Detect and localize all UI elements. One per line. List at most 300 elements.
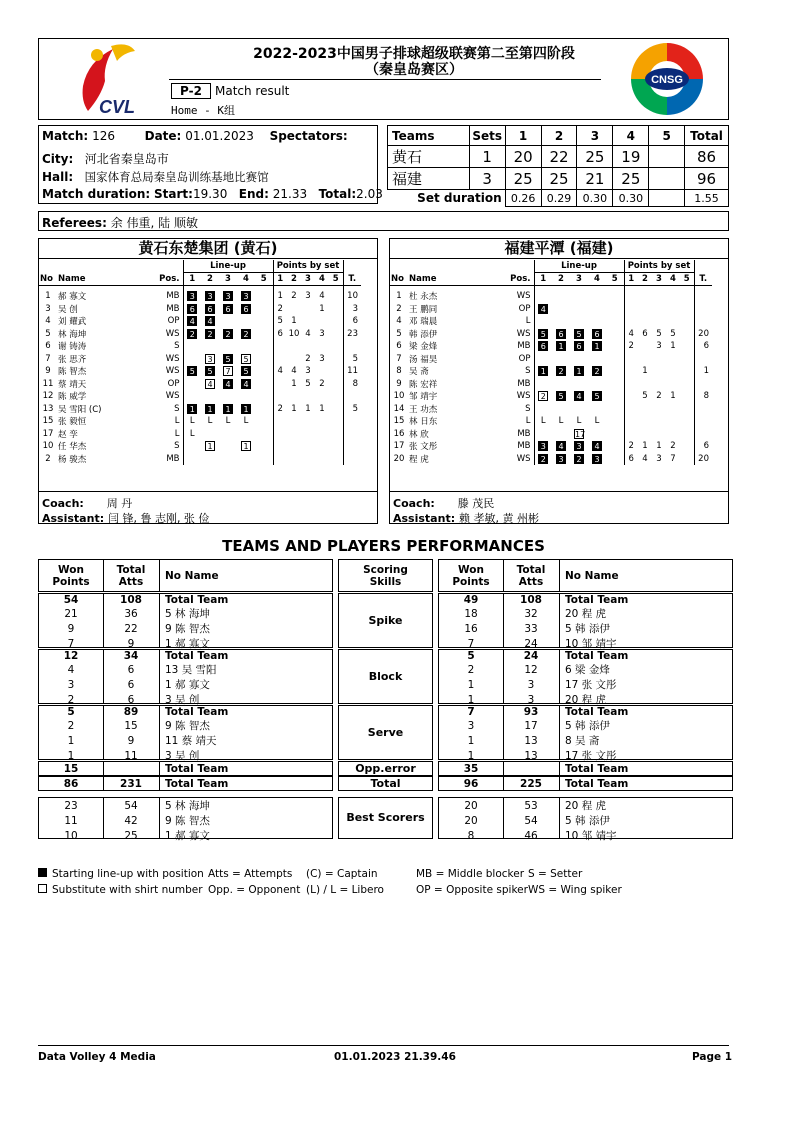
match-number: 126 [92, 129, 115, 143]
lineup-cell [606, 390, 624, 403]
points-cell: 3 [656, 453, 662, 464]
starting-position: 1 [574, 366, 584, 376]
points-cell: 1 [273, 290, 287, 303]
lineup-cell [255, 315, 273, 328]
col-points-set: 5 [332, 273, 339, 284]
lineup-cell [255, 340, 273, 353]
player-label: 17 张 文彤 [565, 750, 617, 762]
starting-position: 6 [223, 304, 233, 314]
won-points: 35 [463, 762, 479, 775]
player-number: 9 [45, 366, 51, 377]
col-name: Name [58, 273, 86, 284]
points-cell: 1 [291, 403, 297, 414]
won-points: 21 [64, 607, 78, 620]
lineup-cell [534, 340, 552, 353]
lineup-cell [534, 365, 552, 378]
lineup-cell [237, 415, 255, 428]
lineup-cell [183, 365, 201, 378]
won-points: 9 [67, 622, 75, 635]
points-cell [652, 290, 666, 303]
points-cell [680, 440, 694, 453]
legend-col-5: S = Setter WS = Wing spiker [528, 868, 622, 896]
won-points: 7 [467, 637, 475, 650]
player-label: 6 梁 金烽 [565, 664, 610, 676]
performance-row [39, 606, 332, 621]
player-position: OP [167, 378, 180, 389]
svg-text:CVL: CVL [99, 97, 135, 117]
starting-position: 1 [556, 341, 566, 351]
points-cell: 3 [305, 366, 311, 377]
points-cell [329, 378, 343, 391]
lineup-cell [588, 340, 606, 353]
points-cell [301, 315, 315, 328]
starting-position: 5 [574, 329, 584, 339]
lineup-cell [237, 315, 255, 328]
col-lineup-set: 5 [611, 273, 618, 284]
points-cell: 3 [319, 328, 325, 339]
points-cell [329, 428, 343, 441]
player-name: 林 日东 [409, 417, 438, 428]
lineup-cell [570, 353, 588, 366]
player-row [390, 303, 712, 316]
lineup-cell [534, 440, 552, 453]
points-cell [329, 403, 343, 416]
sets-header-cell: 3 [577, 126, 613, 146]
performance-row [439, 828, 732, 843]
lineup-cell [201, 328, 219, 341]
lineup-cell [201, 290, 219, 303]
player-position: WS [165, 328, 180, 339]
points-cell [680, 303, 694, 316]
won-points: 2 [467, 663, 475, 676]
lineup-cell [183, 440, 201, 453]
sets-cell: 3 [469, 168, 505, 190]
title-line-1: 2022-2023中国男子排球超级联赛第二至第四阶段 [253, 46, 575, 62]
starting-position: 5 [187, 366, 197, 376]
libero-mark: L [558, 416, 564, 427]
points-cell [287, 390, 301, 403]
performance-row [39, 718, 332, 733]
player-number: 16 [393, 428, 405, 439]
player-row [39, 290, 361, 303]
player-label: 9 陈 智杰 [165, 720, 210, 732]
player-total [694, 303, 712, 316]
points-cell [666, 428, 680, 441]
starting-position: 3 [187, 291, 197, 301]
starting-position: 6 [556, 329, 566, 339]
total-attempts: 54 [524, 814, 538, 827]
lineup-cell [255, 328, 273, 341]
col-lineup-set: 2 [207, 273, 213, 284]
col-points-set: 2 [291, 273, 297, 284]
points-cell: 3 [319, 353, 325, 364]
hall-value: 国家体育总局秦皇岛训练基地比赛馆 [84, 170, 269, 184]
player-number: 3 [45, 303, 51, 314]
starting-position: 6 [574, 341, 584, 351]
starting-position: 5 [538, 329, 548, 339]
lineup-cell [255, 403, 273, 416]
lineup-cell [237, 353, 255, 366]
points-cell [301, 390, 315, 403]
points-cell [329, 415, 343, 428]
hall-row: Hall: 国家体育总局秦皇岛训练基地比赛馆 [42, 170, 269, 184]
total-attempts: 108 [120, 594, 142, 606]
starting-position: 4 [205, 316, 215, 326]
player-total [694, 428, 712, 441]
total-attempts: 36 [124, 607, 138, 620]
lineup-cell [183, 403, 201, 416]
team-a-name: 黄石东楚集团 (黄石) [39, 239, 377, 259]
won-points: 49 [463, 594, 479, 606]
points-cell: 4 [624, 328, 638, 341]
lineup-cell [219, 390, 237, 403]
lineup-cell [588, 390, 606, 403]
player-name: 郝 寡文 [58, 292, 87, 303]
lineup-cell [570, 453, 588, 466]
legend-col-4: MB = Middle blocker OP = Opposite spiker [416, 868, 528, 896]
lineup-cell [552, 415, 570, 428]
total-attempts: 25 [124, 829, 138, 842]
player-name: 韩 添伊 [409, 329, 438, 340]
player-row [390, 440, 712, 453]
referees-box: Referees: 余 伟重, 陆 顺敏 [38, 211, 729, 231]
points-cell [680, 403, 694, 416]
libero-mark: L [189, 416, 195, 427]
player-label: 5 韩 添伊 [565, 815, 610, 827]
player-total: 6 [694, 340, 712, 353]
libero-mark: L [207, 416, 213, 427]
player-name: 汤 福昊 [409, 354, 438, 365]
performance-row [39, 733, 332, 748]
starting-position: 3 [574, 441, 584, 451]
sets-header-cell: 1 [505, 126, 541, 146]
lineup-cell [606, 440, 624, 453]
lineup-cell [219, 365, 237, 378]
starting-position: 1 [205, 404, 215, 414]
col-name: Name [409, 273, 437, 284]
sets-cell: 福建 [388, 168, 470, 190]
player-label: Total Team [565, 650, 629, 662]
total-attempts: 3 [527, 693, 535, 706]
header-no-name: No Name [565, 569, 619, 582]
starting-position: 2 [187, 329, 197, 339]
player-label: 5 韩 添伊 [565, 623, 610, 635]
player-label: Total Team [165, 650, 229, 662]
lineup-cell [552, 365, 570, 378]
points-cell [652, 378, 666, 391]
lineup-cell [201, 365, 219, 378]
lineup-cell [219, 328, 237, 341]
lineup-cell [183, 315, 201, 328]
points-cell [638, 403, 652, 416]
won-points: 10 [64, 829, 78, 842]
player-row [39, 428, 361, 441]
player-label: 5 林 海坤 [165, 800, 210, 812]
lineup-cell [570, 390, 588, 403]
lineup-cell [237, 428, 255, 441]
won-points: 3 [67, 678, 75, 691]
points-cell [666, 415, 680, 428]
col-points-set: 3 [305, 273, 311, 284]
points-cell: 2 [291, 291, 297, 302]
header-won-points: Won Points [452, 563, 490, 588]
sets-header-cell: 2 [541, 126, 577, 146]
city-value: 河北省秦皇岛市 [84, 152, 169, 166]
lineup-cell [552, 428, 570, 441]
col-lineup-set: 1 [534, 273, 552, 286]
legend-col-2: Atts = Attempts Opp. = Opponent [208, 868, 301, 896]
starting-position: 1 [241, 404, 251, 414]
col-total: T. [694, 273, 712, 286]
set-duration-label: Set duration [417, 191, 502, 206]
player-position: OP [518, 303, 531, 314]
lineup-cell [255, 390, 273, 403]
player-label: Total Team [165, 762, 229, 775]
player-name: 陈 威学 [58, 392, 87, 403]
player-total: 8 [343, 378, 361, 391]
performance-row [439, 813, 732, 828]
player-number: 14 [393, 403, 405, 414]
total-attempts: 6 [127, 693, 135, 706]
filled-square-icon [38, 868, 47, 877]
player-total [343, 440, 361, 453]
player-row [39, 315, 361, 328]
player-label: Total Team [565, 594, 629, 606]
won-points: 2 [67, 719, 75, 732]
player-total [694, 403, 712, 416]
team-a-skill-block [38, 649, 333, 704]
lineup-cell [255, 440, 273, 453]
player-position: MB [166, 291, 180, 302]
player-row [390, 290, 712, 303]
lineup-cell [570, 428, 588, 441]
player-label: 9 陈 智杰 [165, 815, 210, 827]
lineup-cell [183, 428, 201, 441]
col-points-set: 2 [642, 273, 648, 284]
points-cell [652, 353, 666, 366]
points-cell [329, 303, 343, 316]
starting-position: 5 [223, 354, 233, 364]
points-cell [329, 390, 343, 403]
total-attempts: 24 [524, 637, 538, 650]
performance-row [439, 733, 732, 748]
lineup-cell [183, 303, 201, 316]
skill-block [338, 649, 433, 704]
player-position: S [174, 341, 180, 352]
player-label: 9 陈 智杰 [165, 623, 210, 635]
player-total: 5 [343, 353, 361, 366]
team-b-perf-header [438, 559, 733, 592]
player-number: 12 [42, 391, 54, 402]
performance-row [439, 606, 732, 621]
performance-row [39, 777, 332, 790]
points-cell: 2 [273, 303, 287, 316]
lineup-cell [606, 378, 624, 391]
total-attempts: 24 [523, 650, 539, 662]
starting-position: 2 [205, 329, 215, 339]
lineup-cell [606, 428, 624, 441]
points-cell: 4 [642, 453, 648, 464]
points-cell [652, 365, 666, 378]
player-label: Total Team [565, 762, 629, 775]
player-total [343, 415, 361, 428]
player-row [39, 390, 361, 403]
lineup-cell [201, 453, 219, 466]
sets-cell: 25 [505, 168, 541, 190]
player-position: L [174, 416, 180, 427]
performance-row [439, 718, 732, 733]
starting-position: 5 [205, 366, 215, 376]
team-a-assistant: Assistant: 闫 锋, 鲁 志刚, 张 俭 [42, 512, 210, 525]
team-b-summary-row [438, 776, 733, 791]
lineup-cell [570, 378, 588, 391]
points-cell [287, 440, 301, 453]
summary-skill [338, 776, 433, 791]
lineup-cell [570, 440, 588, 453]
lineup-cell [552, 303, 570, 316]
points-cell: 1 [642, 366, 648, 377]
col-lineup-set: 5 [260, 273, 267, 284]
lineup-cell [552, 340, 570, 353]
lineup-cell [219, 440, 237, 453]
points-cell [315, 390, 329, 403]
points-cell [301, 303, 315, 316]
lineup-cell [606, 340, 624, 353]
player-row [390, 378, 712, 391]
points-cell [624, 315, 638, 328]
player-total [694, 353, 712, 366]
player-label: 3 吴 创 [165, 694, 200, 706]
starting-position: 6 [592, 329, 602, 339]
header-total-atts: Total Atts [116, 563, 146, 588]
points-cell: 2 [624, 440, 638, 453]
points-cell: 4 [291, 366, 297, 377]
lineup-cell [588, 303, 606, 316]
player-total [694, 315, 712, 328]
won-points: 11 [64, 814, 78, 827]
sets-cell: 25 [613, 168, 649, 190]
skill-block [338, 593, 433, 648]
player-total [694, 290, 712, 303]
points-cell: 4 [305, 328, 311, 339]
col-lineup-set: 3 [225, 273, 231, 284]
lineup-cell [552, 378, 570, 391]
lineup-cell [570, 303, 588, 316]
won-points: 16 [464, 622, 478, 635]
col-total: T. [343, 273, 361, 286]
lineup-header: Line-up [534, 260, 624, 273]
points-cell [273, 353, 287, 366]
player-position: WS [516, 291, 531, 302]
lineup-cell [183, 353, 201, 366]
player-position: WS [165, 366, 180, 377]
won-points: 3 [467, 719, 475, 732]
total-attempts: 46 [524, 829, 538, 842]
total-attempts: 17 [524, 719, 538, 732]
lineup-cell [534, 378, 552, 391]
player-position: S [174, 441, 180, 452]
points-cell [273, 428, 287, 441]
performance-row [439, 762, 732, 775]
player-label: 3 吴 创 [165, 750, 200, 762]
lineup-cell [534, 303, 552, 316]
sets-header-cell: 4 [613, 126, 649, 146]
player-label: 11 蔡 靖天 [165, 735, 217, 747]
libero-mark: L [540, 416, 546, 427]
points-cell [301, 340, 315, 353]
player-number: 7 [396, 353, 402, 364]
player-position: MB [166, 453, 180, 464]
starting-position: 2 [592, 366, 602, 376]
referees-names: 余 伟重, 陆 顺敏 [110, 216, 198, 230]
lineup-cell [201, 390, 219, 403]
points-cell [273, 390, 287, 403]
footer-center: 01.01.2023 21.39.46 [334, 1051, 456, 1063]
cvl-logo [73, 41, 143, 119]
player-total [343, 453, 361, 466]
player-label: Total Team [565, 706, 629, 718]
points-cell [624, 353, 638, 366]
points-cell [652, 315, 666, 328]
lineup-cell [588, 328, 606, 341]
points-cell: 2 [670, 441, 676, 452]
points-cell: 10 [288, 328, 300, 339]
points-cell [315, 340, 329, 353]
performance-row [39, 762, 332, 775]
player-label: 10 邹 靖宇 [565, 830, 617, 842]
lineup-cell [219, 303, 237, 316]
player-number: 10 [42, 441, 54, 452]
lineup-cell [201, 303, 219, 316]
player-name: 王 鹏同 [409, 304, 438, 315]
lineup-cell [552, 390, 570, 403]
points-cell: 2 [624, 340, 638, 353]
col-points-set: 1 [624, 273, 638, 286]
team-b-summary-row [438, 761, 733, 776]
total-attempts: 22 [124, 622, 138, 635]
performance-row [439, 777, 732, 790]
points-cell: 1 [319, 403, 325, 414]
lineup-cell [588, 428, 606, 441]
points-cell: 6 [624, 453, 638, 466]
player-name: 张 文彤 [409, 442, 438, 453]
player-name: 张 思齐 [58, 354, 87, 365]
player-number: 20 [393, 453, 405, 464]
lineup-cell [255, 365, 273, 378]
player-position: MB [517, 341, 531, 352]
points-cell: 5 [273, 315, 287, 328]
lineup-cell [237, 440, 255, 453]
total-attempts: 9 [127, 734, 135, 747]
total-attempts: 13 [524, 749, 538, 762]
points-cell: 1 [305, 403, 311, 414]
won-points: 23 [64, 799, 78, 812]
player-label: 20 程 虎 [565, 608, 607, 620]
won-points: 5 [67, 706, 75, 718]
doc-type: Match result [215, 84, 290, 98]
lineup-cell [183, 378, 201, 391]
points-cell: 2 [305, 353, 311, 364]
total-attempts: 225 [520, 777, 542, 790]
player-total: 6 [343, 315, 361, 328]
player-name: 程 虎 [409, 454, 429, 465]
won-points: 1 [467, 749, 475, 762]
lineup-cell [606, 403, 624, 416]
team-b-skill-block [438, 705, 733, 760]
player-label: 1 郝 寡文 [165, 679, 210, 691]
lineup-cell [255, 290, 273, 303]
player-row [39, 440, 361, 453]
